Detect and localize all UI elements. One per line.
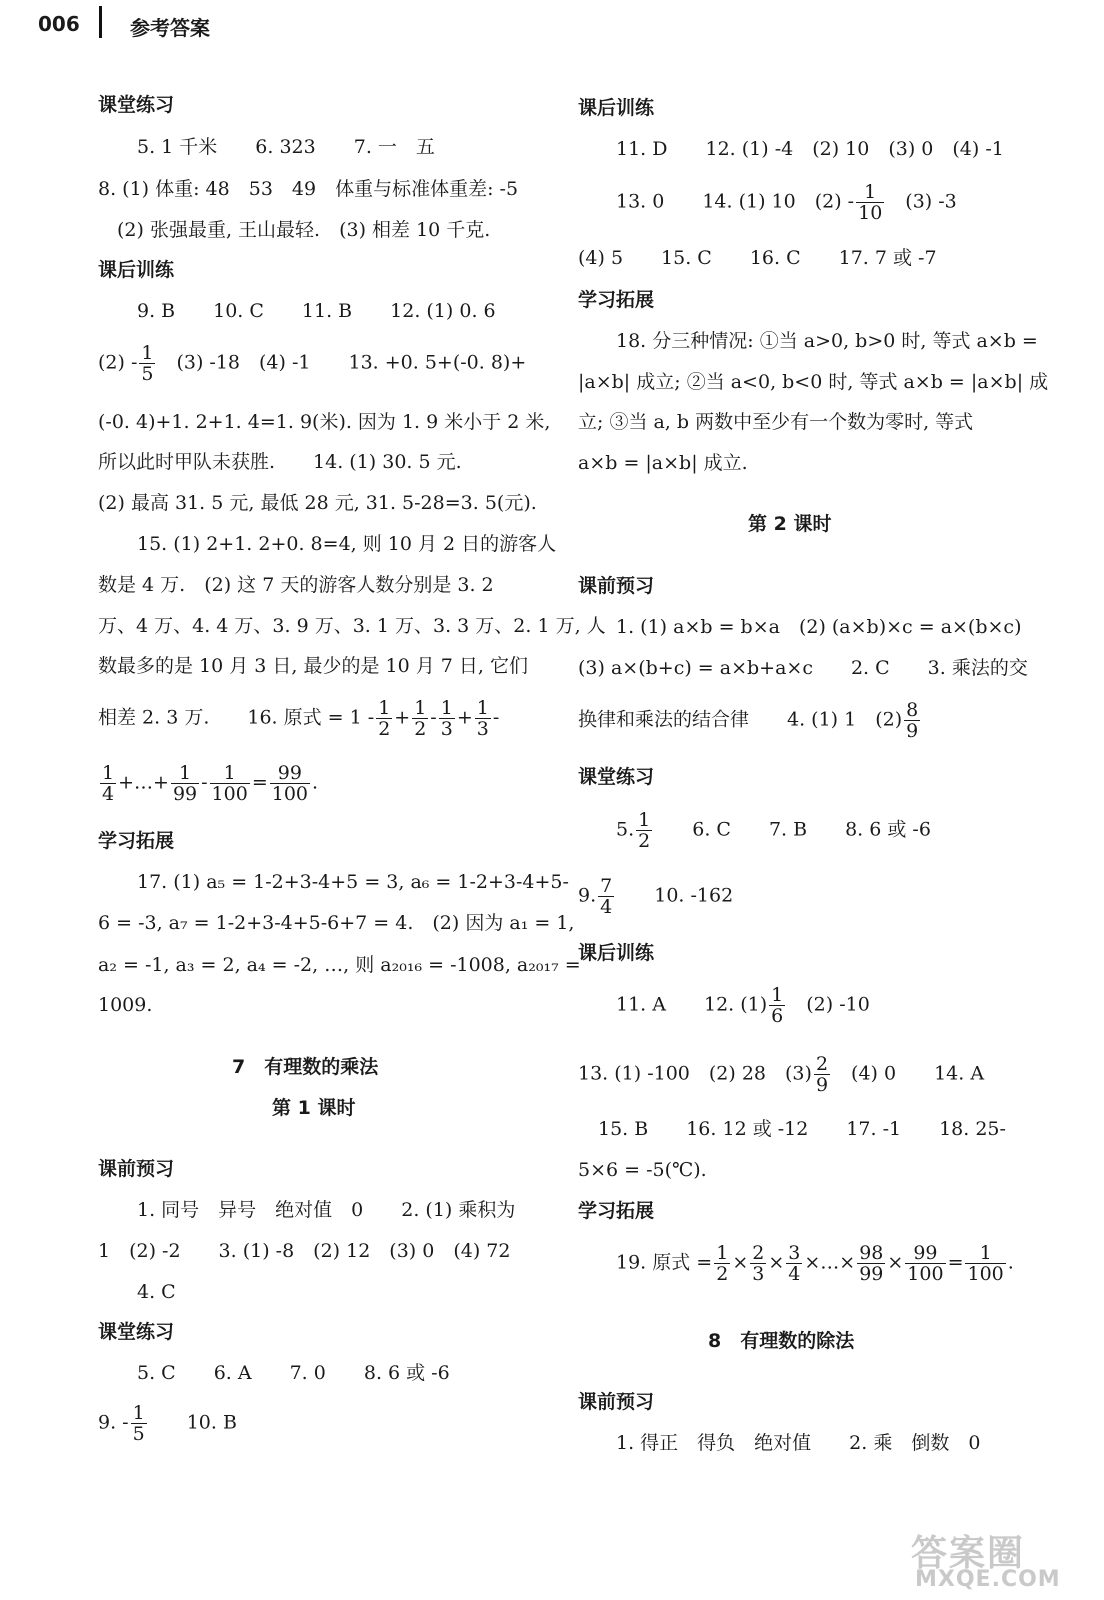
numerator: 1 [638, 809, 651, 831]
section-heading: 课前预习 [578, 1391, 655, 1413]
answer-line: 5×6 = -5(℃). [578, 1159, 707, 1181]
fraction [598, 876, 614, 917]
operator: + [456, 706, 473, 729]
denominator: 3 [440, 718, 453, 740]
text-segment: (3) -18 (4) -1 13. +0. 5+(-0. 8)+ [157, 351, 527, 374]
denominator: 6 [771, 1005, 784, 1027]
section-heading: 课后训练 [578, 97, 655, 119]
answer-line [98, 343, 526, 384]
text-segment: 5. [616, 818, 635, 841]
answer-line [98, 763, 318, 804]
answer-line [98, 698, 499, 739]
fraction [439, 698, 455, 739]
text-segment: 换律和乘法的结合律 4. (1) 1 (2) [578, 708, 903, 731]
text-segment: (3) -3 [886, 190, 957, 213]
numerator: 1 [856, 182, 884, 203]
answer-line [616, 810, 931, 851]
denominator: 5 [132, 1423, 145, 1445]
numerator: 1 [965, 1243, 1005, 1264]
operator: × [768, 1251, 785, 1274]
fraction [412, 698, 428, 739]
denominator: 4 [102, 783, 115, 805]
answer-line: 6 = -3, a₇ = 1-2+3-4+5-6+7 = 4. (2) 因为 a₁ = 1, [98, 912, 575, 934]
operator: = [947, 1251, 964, 1274]
answer-line [616, 985, 870, 1026]
fraction [475, 698, 491, 739]
fraction [786, 1243, 802, 1284]
fraction [904, 700, 920, 741]
answer-line: a₂ = -1, a₃ = 2, a₄ = -2, …, 则 a₂₀₁₆ = -1008, a₂₀₁₇ = [98, 954, 581, 976]
denominator: 10 [858, 202, 883, 224]
answer-line [616, 1243, 1014, 1284]
fraction [857, 1243, 885, 1284]
numerator: 2 [815, 1053, 829, 1075]
numerator: 1 [440, 697, 453, 719]
answer-line: 1. 同号 异号 绝对值 0 2. (1) 乘积为 [137, 1199, 516, 1221]
text-segment: 19. 原式 = [616, 1251, 713, 1274]
numerator: 1 [171, 763, 199, 784]
operator: - [492, 706, 500, 729]
answer-line: 11. D 12. (1) -4 (2) 10 (3) 0 (4) -1 [616, 138, 1004, 160]
answer-line: |a×b| 成立; ②当 a<0, b<0 时, 等式 a×b = |a×b| 成 [578, 371, 1049, 393]
answer-line: (3) a×(b+c) = a×b+a×c 2. C 3. 乘法的交 [578, 657, 1028, 679]
denominator: 2 [716, 1263, 729, 1285]
denominator: 99 [859, 1263, 884, 1285]
operator: × [887, 1251, 904, 1274]
watermark-text: 答案圈 [911, 1533, 1026, 1574]
numerator: 99 [905, 1243, 945, 1264]
answer-line: (2) 最高 31. 5 元, 最低 28 元, 31. 5-28=3. 5(元). [98, 492, 537, 514]
fraction [750, 1243, 766, 1284]
answer-line: 8. (1) 体重: 48 53 49 体重与标准体重差: -5 [98, 178, 519, 200]
fraction [636, 810, 652, 851]
numerator: 1 [771, 984, 784, 1006]
denominator: 99 [172, 783, 198, 805]
text-segment: (2) -10 [787, 993, 870, 1016]
text-segment: 13. (1) -100 (2) 28 (3) [578, 1062, 812, 1085]
fraction [131, 1403, 147, 1444]
answer-line: 数最多的是 10 月 3 日, 最少的是 10 月 7 日, 它们 [98, 655, 529, 677]
text-segment: (2) - [98, 351, 138, 374]
section-heading: 课后训练 [98, 259, 175, 281]
numerator: 1 [102, 762, 115, 784]
chapter-title: 8 有理数的除法 [708, 1330, 855, 1352]
numerator: 3 [788, 1242, 801, 1264]
answer-line [616, 182, 957, 223]
answer-line: 5. C 6. A 7. 0 8. 6 或 -6 [137, 1362, 450, 1384]
fraction [210, 763, 250, 804]
answer-line: (4) 5 15. C 16. C 17. 7 或 -7 [578, 247, 937, 269]
operator: +…+ [118, 771, 169, 794]
answer-line: 1. 得正 得负 绝对值 2. 乘 倒数 0 [616, 1432, 981, 1454]
answer-line [578, 700, 922, 741]
section-heading: 学习拓展 [578, 289, 655, 311]
denominator: 2 [638, 830, 651, 852]
denominator: 4 [600, 896, 613, 918]
answer-line: 立; ③当 a, b 两数中至少有一个数为零时, 等式 [578, 411, 974, 433]
answer-line: 1 (2) -2 3. (1) -8 (2) 12 (3) 0 (4) 72 [98, 1240, 511, 1262]
operator: - [201, 771, 208, 794]
fraction [714, 1243, 730, 1284]
answer-line: 万、4 万、4. 4 万、3. 9 万、3. 1 万、3. 3 万、2. 1 万, 人 [98, 615, 606, 637]
text-segment: 11. A 12. (1) [616, 993, 768, 1016]
section-heading: 学习拓展 [98, 830, 175, 852]
fraction [769, 985, 785, 1026]
answer-line: 18. 分三种情况: ①当 a>0, b>0 时, 等式 a×b = [616, 330, 1038, 352]
fraction [905, 1243, 945, 1284]
fraction [171, 763, 199, 804]
answer-line: 17. (1) a₅ = 1-2+3-4+5 = 3, a₆ = 1-2+3-4+5- [137, 871, 569, 893]
answer-line: 1. (1) a×b = b×a (2) (a×b)×c = a×(b×c) [616, 616, 1022, 638]
section-heading: 课堂练习 [578, 766, 655, 788]
answer-line: 15. B 16. 12 或 -12 17. -1 18. 25- [598, 1118, 1006, 1140]
numerator: 98 [859, 1242, 884, 1264]
answer-line [98, 1403, 237, 1444]
denominator: 2 [378, 718, 391, 740]
denominator: 100 [271, 783, 308, 805]
operator: - [430, 706, 437, 729]
numerator: 1 [141, 342, 154, 364]
denominator: 100 [211, 783, 248, 805]
header-title: 参考答案 [130, 16, 210, 40]
answer-line: 所以此时甲队未获胜. 14. (1) 30. 5 元. [98, 451, 462, 473]
denominator: 9 [815, 1074, 829, 1096]
denominator: 100 [967, 1263, 1004, 1285]
watermark-logo [905, 1525, 1087, 1595]
denominator: 4 [788, 1263, 801, 1285]
answer-line: (2) 张强最重, 王山最轻. (3) 相差 10 千克. [117, 219, 491, 241]
fraction [376, 698, 392, 739]
fraction [814, 1054, 830, 1095]
answer-line: 数是 4 万. (2) 这 7 天的游客人数分别是 3. 2 [98, 574, 494, 596]
operator: = [251, 771, 268, 794]
text-segment: 6. C 7. B 8. 6 或 -6 [654, 818, 931, 841]
page-header [0, 0, 1104, 48]
chapter-title: 7 有理数的乘法 [232, 1056, 379, 1078]
denominator: 3 [476, 718, 489, 740]
text-segment: 13. 0 14. (1) 10 (2) - [616, 190, 855, 213]
numerator: 99 [270, 763, 310, 784]
section-heading: 课堂练习 [98, 94, 175, 116]
section-heading: 课前预习 [578, 575, 655, 597]
fraction [965, 1243, 1005, 1284]
section-heading: 学习拓展 [578, 1200, 655, 1222]
text-segment: 相差 2. 3 万. 16. 原式 = 1 - [98, 706, 375, 729]
answer-line: 1009. [98, 994, 153, 1016]
numerator: 2 [752, 1242, 765, 1264]
operator: ×…× [804, 1251, 856, 1274]
lesson-title: 第 1 课时 [272, 1097, 356, 1119]
page-number: 006 [38, 12, 80, 36]
denominator: 3 [752, 1263, 765, 1285]
answer-line: 4. C [137, 1281, 176, 1303]
operator: × [732, 1251, 749, 1274]
section-heading: 课后训练 [578, 942, 655, 964]
denominator: 5 [141, 363, 154, 385]
answer-line [578, 876, 733, 917]
text-segment: 10. B [148, 1411, 237, 1434]
period: . [1007, 1251, 1014, 1274]
text-segment: (4) 0 14. A [832, 1062, 985, 1085]
denominator: 9 [906, 720, 919, 742]
fraction [139, 343, 155, 384]
denominator: 2 [414, 718, 427, 740]
answer-line: 5. 1 千米 6. 323 7. 一 五 [137, 136, 435, 158]
watermark-url: MXQE.COM [915, 1567, 1061, 1592]
lesson-title: 第 2 课时 [748, 513, 832, 535]
period: . [312, 771, 319, 794]
operator: + [394, 706, 411, 729]
answer-line: 15. (1) 2+1. 2+0. 8=4, 则 10 月 2 日的游客人 [137, 533, 557, 555]
denominator: 100 [907, 1263, 944, 1285]
fraction [270, 763, 310, 804]
fraction [856, 182, 884, 223]
numerator: 1 [476, 697, 489, 719]
numerator: 1 [716, 1242, 729, 1264]
numerator: 1 [414, 697, 427, 719]
text-segment: 9. - [98, 1411, 129, 1434]
answer-line: 9. B 10. C 11. B 12. (1) 0. 6 [137, 300, 496, 322]
numerator: 1 [132, 1402, 145, 1424]
answer-line: (-0. 4)+1. 2+1. 4=1. 9(米). 因为 1. 9 米小于 2 米, [98, 411, 551, 433]
numerator: 7 [600, 875, 613, 897]
answer-line: a×b = |a×b| 成立. [578, 452, 748, 474]
section-heading: 课堂练习 [98, 1321, 175, 1343]
numerator: 1 [210, 763, 250, 784]
text-segment: 9. [578, 884, 597, 907]
numerator: 8 [906, 699, 919, 721]
numerator: 1 [378, 697, 391, 719]
answer-line [578, 1054, 984, 1095]
section-heading: 课前预习 [98, 1158, 175, 1180]
header-divider [99, 6, 102, 38]
fraction [100, 763, 116, 804]
text-segment: 10. -162 [616, 884, 734, 907]
